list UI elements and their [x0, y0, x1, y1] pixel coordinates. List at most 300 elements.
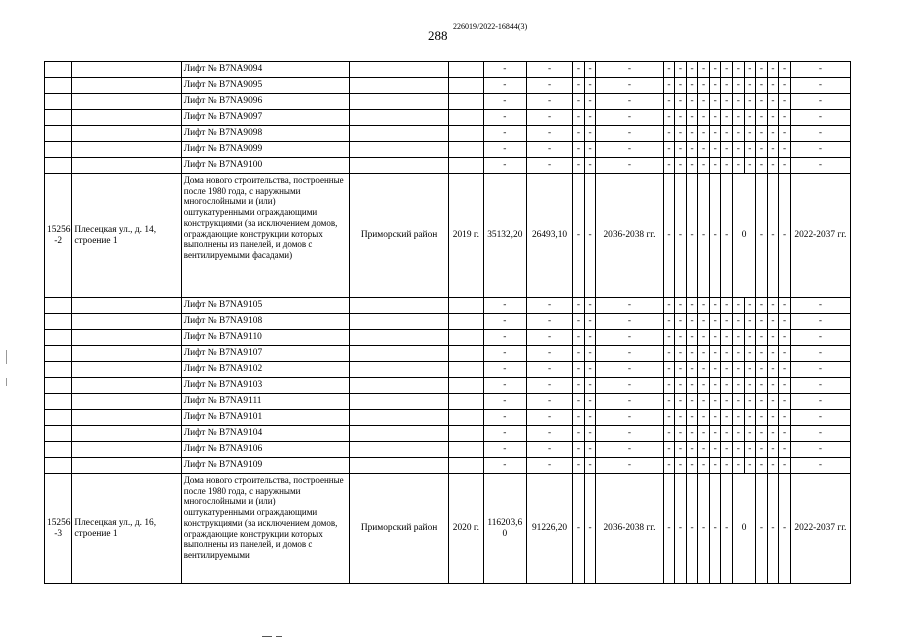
work-cell: -: [686, 62, 698, 78]
lift-value: -: [526, 298, 572, 314]
work-cell: -: [686, 378, 698, 394]
work-cell: -: [779, 346, 791, 362]
work-cell: -: [767, 174, 779, 298]
lift-row: [45, 314, 851, 330]
work-cell: -: [721, 158, 733, 174]
empty-cell: [350, 410, 449, 426]
empty-cell: [45, 62, 72, 78]
lift-row: [45, 410, 851, 426]
lift-value: -: [483, 442, 526, 458]
work-cell: -: [709, 458, 721, 474]
lift-value: -: [573, 426, 585, 442]
lift-row: [45, 126, 851, 142]
lift-value: -: [584, 298, 596, 314]
building-row: [45, 474, 851, 584]
work-cell: -: [744, 442, 756, 458]
work-cell: -: [663, 126, 675, 142]
work-cell: -: [756, 142, 768, 158]
lift-value: -: [483, 426, 526, 442]
work-cell: -: [663, 158, 675, 174]
work-cell: -: [767, 298, 779, 314]
empty-cell: [45, 394, 72, 410]
lift-value: -: [526, 362, 572, 378]
empty-cell: [72, 314, 181, 330]
lift-last-value: -: [790, 314, 850, 330]
empty-cell: [350, 458, 449, 474]
lift-row: [45, 362, 851, 378]
lift-value: -: [526, 110, 572, 126]
work-cell: -: [756, 362, 768, 378]
work-cell: -: [709, 142, 721, 158]
building-value: -: [573, 174, 585, 298]
lift-value: -: [526, 410, 572, 426]
work-cell: -: [686, 474, 698, 584]
lift-value: -: [526, 426, 572, 442]
lift-name: Лифт № B7NA9101: [181, 410, 349, 426]
work-cell: -: [709, 94, 721, 110]
empty-cell: [72, 94, 181, 110]
empty-cell: [72, 110, 181, 126]
building-value: -: [584, 174, 596, 298]
lift-last-value: -: [790, 158, 850, 174]
lift-value: -: [596, 298, 663, 314]
work-cell: -: [675, 94, 687, 110]
work-cell: -: [686, 298, 698, 314]
work-cell: -: [709, 330, 721, 346]
work-cell: -: [663, 442, 675, 458]
work-cell: -: [686, 346, 698, 362]
work-cell: -: [721, 78, 733, 94]
work-cell: -: [721, 330, 733, 346]
lift-last-value: -: [790, 458, 850, 474]
lift-name: Лифт № B7NA9109: [181, 458, 349, 474]
work-cell: -: [698, 474, 710, 584]
lift-last-value: -: [790, 62, 850, 78]
lift-row: [45, 378, 851, 394]
empty-cell: [45, 298, 72, 314]
work-cell: -: [686, 142, 698, 158]
lift-name: Лифт № B7NA9096: [181, 94, 349, 110]
work-cell: -: [663, 458, 675, 474]
empty-cell: [449, 126, 484, 142]
work-cell: -: [686, 330, 698, 346]
lift-name: Лифт № B7NA9104: [181, 426, 349, 442]
work-cell: -: [733, 314, 745, 330]
work-cell: -: [779, 126, 791, 142]
work-cell: -: [675, 442, 687, 458]
lift-last-value: -: [790, 330, 850, 346]
work-cell: -: [779, 94, 791, 110]
work-cell: -: [709, 346, 721, 362]
empty-cell: [72, 158, 181, 174]
lift-value: -: [526, 394, 572, 410]
work-cell: -: [721, 410, 733, 426]
work-cell: -: [767, 314, 779, 330]
building-term: 2022-2037 гг.: [790, 474, 850, 584]
building-description: Дома нового строительства, построенные после 1980 года, с наружными многослойными и (или) оштукатуренными ограждающими конструкциями (за исключением домов, ограждающие конструкции которых выполнены из панелей, и домов с вентилируемыми: [181, 474, 349, 584]
work-cell: -: [733, 458, 745, 474]
work-cell: -: [698, 298, 710, 314]
building-year: 2019 г.: [449, 174, 484, 298]
work-cell: -: [779, 110, 791, 126]
empty-cell: [350, 298, 449, 314]
work-cell: -: [744, 378, 756, 394]
lift-value: -: [584, 158, 596, 174]
work-cell: -: [698, 394, 710, 410]
work-cell: -: [698, 458, 710, 474]
lift-value: -: [483, 110, 526, 126]
work-cell: -: [767, 394, 779, 410]
empty-cell: [449, 426, 484, 442]
work-cell: -: [744, 94, 756, 110]
work-cell: -: [721, 378, 733, 394]
work-cell: -: [767, 110, 779, 126]
lift-value: -: [584, 142, 596, 158]
building-number: 15256 -3: [45, 474, 72, 584]
empty-cell: [72, 426, 181, 442]
work-cell: -: [767, 378, 779, 394]
empty-cell: [45, 346, 72, 362]
lift-value: -: [526, 126, 572, 142]
work-cell: -: [663, 94, 675, 110]
empty-cell: [72, 298, 181, 314]
lift-value: -: [483, 62, 526, 78]
lift-value: -: [483, 346, 526, 362]
work-cell: -: [698, 346, 710, 362]
empty-cell: [350, 142, 449, 158]
work-cell: -: [779, 142, 791, 158]
work-cell: -: [756, 298, 768, 314]
work-cell: -: [698, 174, 710, 298]
work-cell: -: [709, 410, 721, 426]
work-cell: -: [686, 158, 698, 174]
lift-value: -: [584, 410, 596, 426]
lift-last-value: -: [790, 362, 850, 378]
empty-cell: [350, 426, 449, 442]
empty-cell: [350, 78, 449, 94]
lift-value: -: [596, 394, 663, 410]
work-cell: -: [756, 330, 768, 346]
work-cell: -: [675, 346, 687, 362]
work-cell: -: [721, 174, 733, 298]
empty-cell: [72, 142, 181, 158]
empty-cell: [449, 378, 484, 394]
empty-cell: [45, 110, 72, 126]
lift-value: -: [526, 94, 572, 110]
lift-value: -: [596, 78, 663, 94]
document-code: 226019/2022-16844(3): [453, 22, 528, 31]
lift-value: -: [483, 362, 526, 378]
lift-value: -: [483, 394, 526, 410]
lift-value: -: [584, 330, 596, 346]
work-cell: -: [779, 62, 791, 78]
work-cell: -: [675, 330, 687, 346]
work-cell: -: [709, 62, 721, 78]
building-term: 2022-2037 гг.: [790, 174, 850, 298]
lift-value: -: [596, 126, 663, 142]
lift-value: -: [596, 458, 663, 474]
lift-value: -: [526, 158, 572, 174]
lift-value: -: [526, 62, 572, 78]
empty-cell: [45, 458, 72, 474]
work-cell: -: [721, 442, 733, 458]
lift-row: [45, 346, 851, 362]
work-cell: -: [675, 126, 687, 142]
empty-cell: [350, 126, 449, 142]
work-cell: -: [756, 110, 768, 126]
work-cell: -: [721, 458, 733, 474]
empty-cell: [350, 362, 449, 378]
lift-value: -: [573, 458, 585, 474]
work-cell: -: [744, 314, 756, 330]
empty-cell: [449, 458, 484, 474]
lift-row: [45, 442, 851, 458]
empty-cell: [45, 362, 72, 378]
empty-cell: [449, 394, 484, 410]
work-cell: -: [733, 298, 745, 314]
empty-cell: [45, 378, 72, 394]
lift-value: -: [584, 378, 596, 394]
work-cell: -: [767, 442, 779, 458]
lift-name: Лифт № B7NA9106: [181, 442, 349, 458]
work-cell: -: [779, 378, 791, 394]
work-cell: -: [733, 378, 745, 394]
work-cell: -: [744, 78, 756, 94]
work-cell: -: [756, 314, 768, 330]
empty-cell: [72, 78, 181, 94]
empty-cell: [449, 362, 484, 378]
lift-value: -: [596, 346, 663, 362]
lift-value: -: [596, 426, 663, 442]
work-cell: -: [698, 110, 710, 126]
lift-name: Лифт № B7NA9100: [181, 158, 349, 174]
empty-cell: [45, 314, 72, 330]
work-cell: -: [709, 394, 721, 410]
work-cell: -: [675, 62, 687, 78]
lift-value: -: [584, 314, 596, 330]
lift-value: -: [573, 110, 585, 126]
empty-cell: [72, 346, 181, 362]
work-cell: -: [733, 158, 745, 174]
work-cell: -: [721, 126, 733, 142]
lift-name: Лифт № B7NA9103: [181, 378, 349, 394]
lift-name: Лифт № B7NA9110: [181, 330, 349, 346]
work-cell: -: [733, 394, 745, 410]
work-cell: -: [721, 362, 733, 378]
lift-row: [45, 298, 851, 314]
work-cell: -: [675, 142, 687, 158]
lift-row: [45, 330, 851, 346]
work-cell: -: [756, 458, 768, 474]
empty-cell: [350, 346, 449, 362]
empty-cell: [45, 442, 72, 458]
work-cell: -: [767, 126, 779, 142]
building-address: Плесецкая ул., д. 16, строение 1: [72, 474, 181, 584]
work-cell: -: [698, 426, 710, 442]
lift-value: -: [526, 314, 572, 330]
work-cell: -: [709, 126, 721, 142]
building-area-living: 91226,20: [526, 474, 572, 584]
building-value: -: [573, 474, 585, 584]
work-cell: -: [733, 78, 745, 94]
scan-artifact: [276, 636, 282, 637]
work-cell: -: [663, 142, 675, 158]
empty-cell: [449, 298, 484, 314]
work-cell: -: [675, 158, 687, 174]
lift-value: -: [584, 426, 596, 442]
lift-name: Лифт № B7NA9094: [181, 62, 349, 78]
lift-value: -: [573, 94, 585, 110]
work-cell: -: [698, 362, 710, 378]
lift-last-value: -: [790, 126, 850, 142]
work-cell: -: [767, 142, 779, 158]
work-cell: -: [686, 458, 698, 474]
lift-value: -: [573, 126, 585, 142]
work-cell: -: [675, 298, 687, 314]
work-cell: -: [686, 410, 698, 426]
building-district: Приморский район: [350, 474, 449, 584]
lift-row: [45, 142, 851, 158]
work-cell: -: [698, 62, 710, 78]
work-cell: -: [767, 158, 779, 174]
empty-cell: [72, 394, 181, 410]
scan-artifact: [262, 636, 272, 637]
work-cell: -: [733, 330, 745, 346]
lift-last-value: -: [790, 94, 850, 110]
empty-cell: [350, 314, 449, 330]
work-cell: -: [721, 314, 733, 330]
work-cell: -: [779, 426, 791, 442]
lift-value: -: [596, 330, 663, 346]
work-cell: 0: [733, 474, 756, 584]
building-district: Приморский район: [350, 174, 449, 298]
lift-value: -: [584, 62, 596, 78]
work-cell: -: [733, 346, 745, 362]
work-cell: -: [663, 78, 675, 94]
lift-last-value: -: [790, 378, 850, 394]
lift-value: -: [573, 394, 585, 410]
scan-edge-mark: [6, 350, 7, 364]
work-cell: -: [756, 94, 768, 110]
work-cell: -: [779, 330, 791, 346]
lift-value: -: [596, 378, 663, 394]
empty-cell: [350, 378, 449, 394]
empty-cell: [449, 158, 484, 174]
work-cell: -: [767, 410, 779, 426]
lift-value: -: [573, 330, 585, 346]
lift-value: -: [596, 94, 663, 110]
lift-value: -: [573, 314, 585, 330]
lift-value: -: [526, 442, 572, 458]
work-cell: -: [744, 362, 756, 378]
lift-value: -: [526, 378, 572, 394]
empty-cell: [449, 142, 484, 158]
empty-cell: [45, 410, 72, 426]
work-cell: -: [663, 394, 675, 410]
building-area-total: 116203,6 0: [483, 474, 526, 584]
work-cell: -: [733, 410, 745, 426]
empty-cell: [72, 362, 181, 378]
empty-cell: [72, 126, 181, 142]
empty-cell: [45, 426, 72, 442]
empty-cell: [350, 394, 449, 410]
lift-value: -: [573, 62, 585, 78]
lift-value: -: [526, 458, 572, 474]
empty-cell: [449, 62, 484, 78]
work-cell: -: [779, 458, 791, 474]
work-cell: -: [733, 442, 745, 458]
work-cell: -: [675, 110, 687, 126]
lift-value: -: [483, 378, 526, 394]
work-cell: -: [744, 142, 756, 158]
page-number: 288: [428, 28, 448, 43]
building-year: 2020 г.: [449, 474, 484, 584]
lift-name: Лифт № B7NA9098: [181, 126, 349, 142]
work-cell: -: [721, 394, 733, 410]
lift-value: -: [596, 362, 663, 378]
work-cell: -: [744, 394, 756, 410]
lift-name: Лифт № B7NA9095: [181, 78, 349, 94]
work-cell: -: [779, 474, 791, 584]
work-cell: -: [709, 298, 721, 314]
scan-edge-mark: [6, 378, 7, 386]
work-cell: -: [721, 62, 733, 78]
work-cell: -: [698, 78, 710, 94]
lift-row: [45, 394, 851, 410]
lift-name: Лифт № B7NA9108: [181, 314, 349, 330]
work-cell: -: [721, 110, 733, 126]
lift-value: -: [573, 362, 585, 378]
work-cell: -: [698, 442, 710, 458]
lift-value: -: [526, 78, 572, 94]
work-cell: -: [756, 78, 768, 94]
work-cell: -: [709, 174, 721, 298]
work-cell: -: [675, 174, 687, 298]
lift-value: -: [584, 94, 596, 110]
lift-value: -: [483, 126, 526, 142]
lift-value: -: [584, 346, 596, 362]
lift-name: Лифт № B7NA9105: [181, 298, 349, 314]
work-cell: -: [675, 474, 687, 584]
lift-value: -: [584, 394, 596, 410]
empty-cell: [350, 330, 449, 346]
empty-cell: [45, 78, 72, 94]
lift-last-value: -: [790, 298, 850, 314]
work-cell: -: [744, 110, 756, 126]
work-cell: -: [733, 142, 745, 158]
lift-value: -: [596, 442, 663, 458]
work-cell: -: [733, 110, 745, 126]
empty-cell: [350, 62, 449, 78]
empty-cell: [72, 330, 181, 346]
work-cell: -: [686, 78, 698, 94]
work-cell: -: [698, 330, 710, 346]
work-cell: -: [698, 142, 710, 158]
work-cell: -: [767, 346, 779, 362]
lift-value: -: [526, 330, 572, 346]
empty-cell: [45, 142, 72, 158]
work-cell: -: [709, 362, 721, 378]
building-period: 2036-2038 гг.: [596, 474, 663, 584]
lift-name: Лифт № B7NA9102: [181, 362, 349, 378]
work-cell: -: [779, 78, 791, 94]
work-cell: -: [744, 458, 756, 474]
work-cell: -: [744, 126, 756, 142]
empty-cell: [350, 94, 449, 110]
work-cell: -: [744, 346, 756, 362]
work-cell: -: [756, 346, 768, 362]
work-cell: -: [721, 142, 733, 158]
